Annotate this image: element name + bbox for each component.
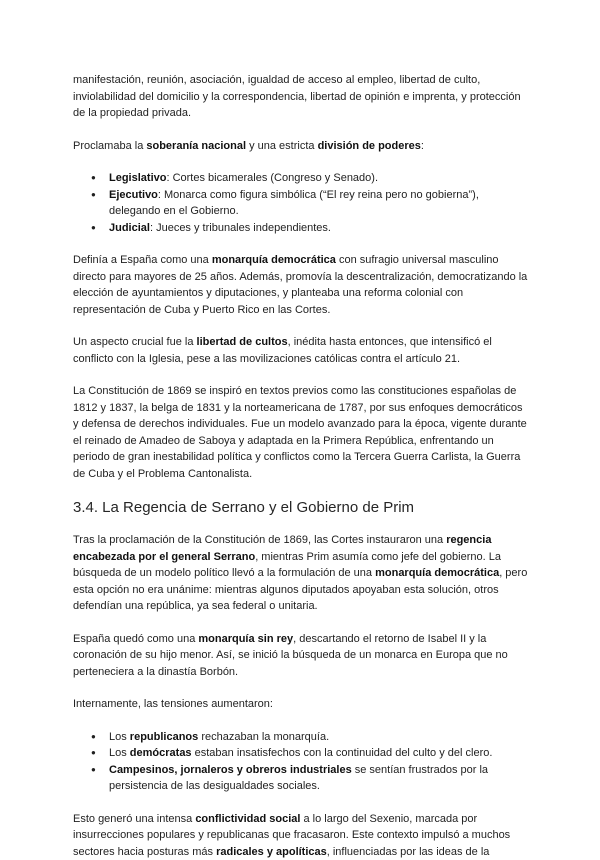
list-item: ● Judicial: Jueces y tribunales independientes.	[109, 220, 528, 237]
powers-list	[73, 170, 528, 236]
paragraph-constitution: La Constitución de 1869 se inspiró en textos previos como las constituciones españolas de 1812 y 1837, la belga de 1831 y la norteamericana de 1787, por sus enfoques democráticos y defensa de derechos individuales. Fue un modelo avanzado para la época, vigente durante el reinado de Amadeo de Saboya y adaptada en la Primera República, enfrentando un periodo de gran inestabilidad política y conflictos como la Tercera Guerra Carlista, la Guerra de Cuba y el Problema Cantonalista.	[73, 383, 528, 482]
term-libertad-cultos: libertad de cultos	[197, 336, 288, 348]
paragraph-sovereignty: Proclamaba la soberanía nacional y una estricta división de poderes:	[73, 138, 528, 155]
list-item: ● Los republicanos rechazaban la monarquía.	[109, 729, 528, 746]
term-soberania-nacional: soberanía nacional	[146, 140, 246, 152]
paragraph-conflict: Esto generó una intensa conflictividad social a lo largo del Sexenio, marcada por insurrecciones populares y republicanas que fracasaron. Este contexto impulsó a muchos sectores hacia posturas más radicales y apolíticas, influenciadas por las ideas de la	[73, 811, 528, 860]
list-item: ● Ejecutivo: Monarca como figura simbólica (“El rey reina pero no gobierna”), delegando en el Gobierno.	[109, 187, 528, 220]
paragraph-monarchy: Definía a España como una monarquía democrática con sufragio universal masculino directo para mayores de 25 años. Además, promovía la descentralización, democratizando la elección de ayuntamientos y diputaciones, y planteaba una reforma colonial con representación de Cuba y Puerto Rico en las Cortes.	[73, 252, 528, 318]
term-regencia: regencia encabezada por el general Serrano	[73, 534, 491, 563]
bullet-icon: ●	[91, 762, 96, 779]
paragraph-regency: Tras la proclamación de la Constitución de 1869, las Cortes instauraron una regencia encabezada por el general Serrano, mientras Prim asumía como jefe del gobierno. La búsqueda de un modelo político llevó a la formulación de una monarquía democrática, pero esta opción no era unánime: mientras algunos diputados apoyaban esta solución, otros defendían una república, ya sea federal o unitaria.	[73, 532, 528, 615]
bullet-icon: ●	[91, 729, 96, 746]
bullet-icon: ●	[91, 187, 96, 204]
bullet-icon: ●	[91, 745, 96, 762]
term-monarquia-sin-rey: monarquía sin rey	[198, 633, 293, 645]
list-item: ● Los demócratas estaban insatisfechos con la continuidad del culto y del clero.	[109, 745, 528, 762]
paragraph-kingless: España quedó como una monarquía sin rey, descartando el retorno de Isabel II y la coronación de su hijo menor. Así, se inició la búsqueda de un monarca en Europa que no perteneciera a la dinastía Borbón.	[73, 631, 528, 681]
paragraph-cults: Un aspecto crucial fue la libertad de cultos, inédita hasta entonces, que intensificó el conflicto con la Iglesia, pese a las movilizaciones católicas contra el artículo 21.	[73, 334, 528, 367]
term-monarquia-democratica: monarquía democrática	[375, 567, 499, 579]
term-conflictividad-social: conflictividad social	[195, 813, 300, 825]
term-division-poderes: división de poderes	[318, 140, 421, 152]
term-radicales-apoliticas: radicales y apolíticas	[216, 846, 327, 858]
term-monarquia-democratica: monarquía democrática	[212, 254, 336, 266]
section-heading: 3.4. La Regencia de Serrano y el Gobierno de Prim	[73, 498, 528, 518]
list-item: ● Legislativo: Cortes bicamerales (Congreso y Senado).	[109, 170, 528, 187]
bullet-icon: ●	[91, 170, 96, 187]
paragraph-tensions: Internamente, las tensiones aumentaron:	[73, 696, 528, 713]
list-item: ● Campesinos, jornaleros y obreros industriales se sentían frustrados por la persistencia de las desigualdades sociales.	[109, 762, 528, 795]
tensions-list	[73, 729, 528, 795]
bullet-icon: ●	[91, 220, 96, 237]
paragraph-rights: manifestación, reunión, asociación, igualdad de acceso al empleo, libertad de culto, inviolabilidad del domicilio y la correspondencia, libertad de opinión e imprenta, y protección de la propiedad privada.	[73, 72, 528, 122]
